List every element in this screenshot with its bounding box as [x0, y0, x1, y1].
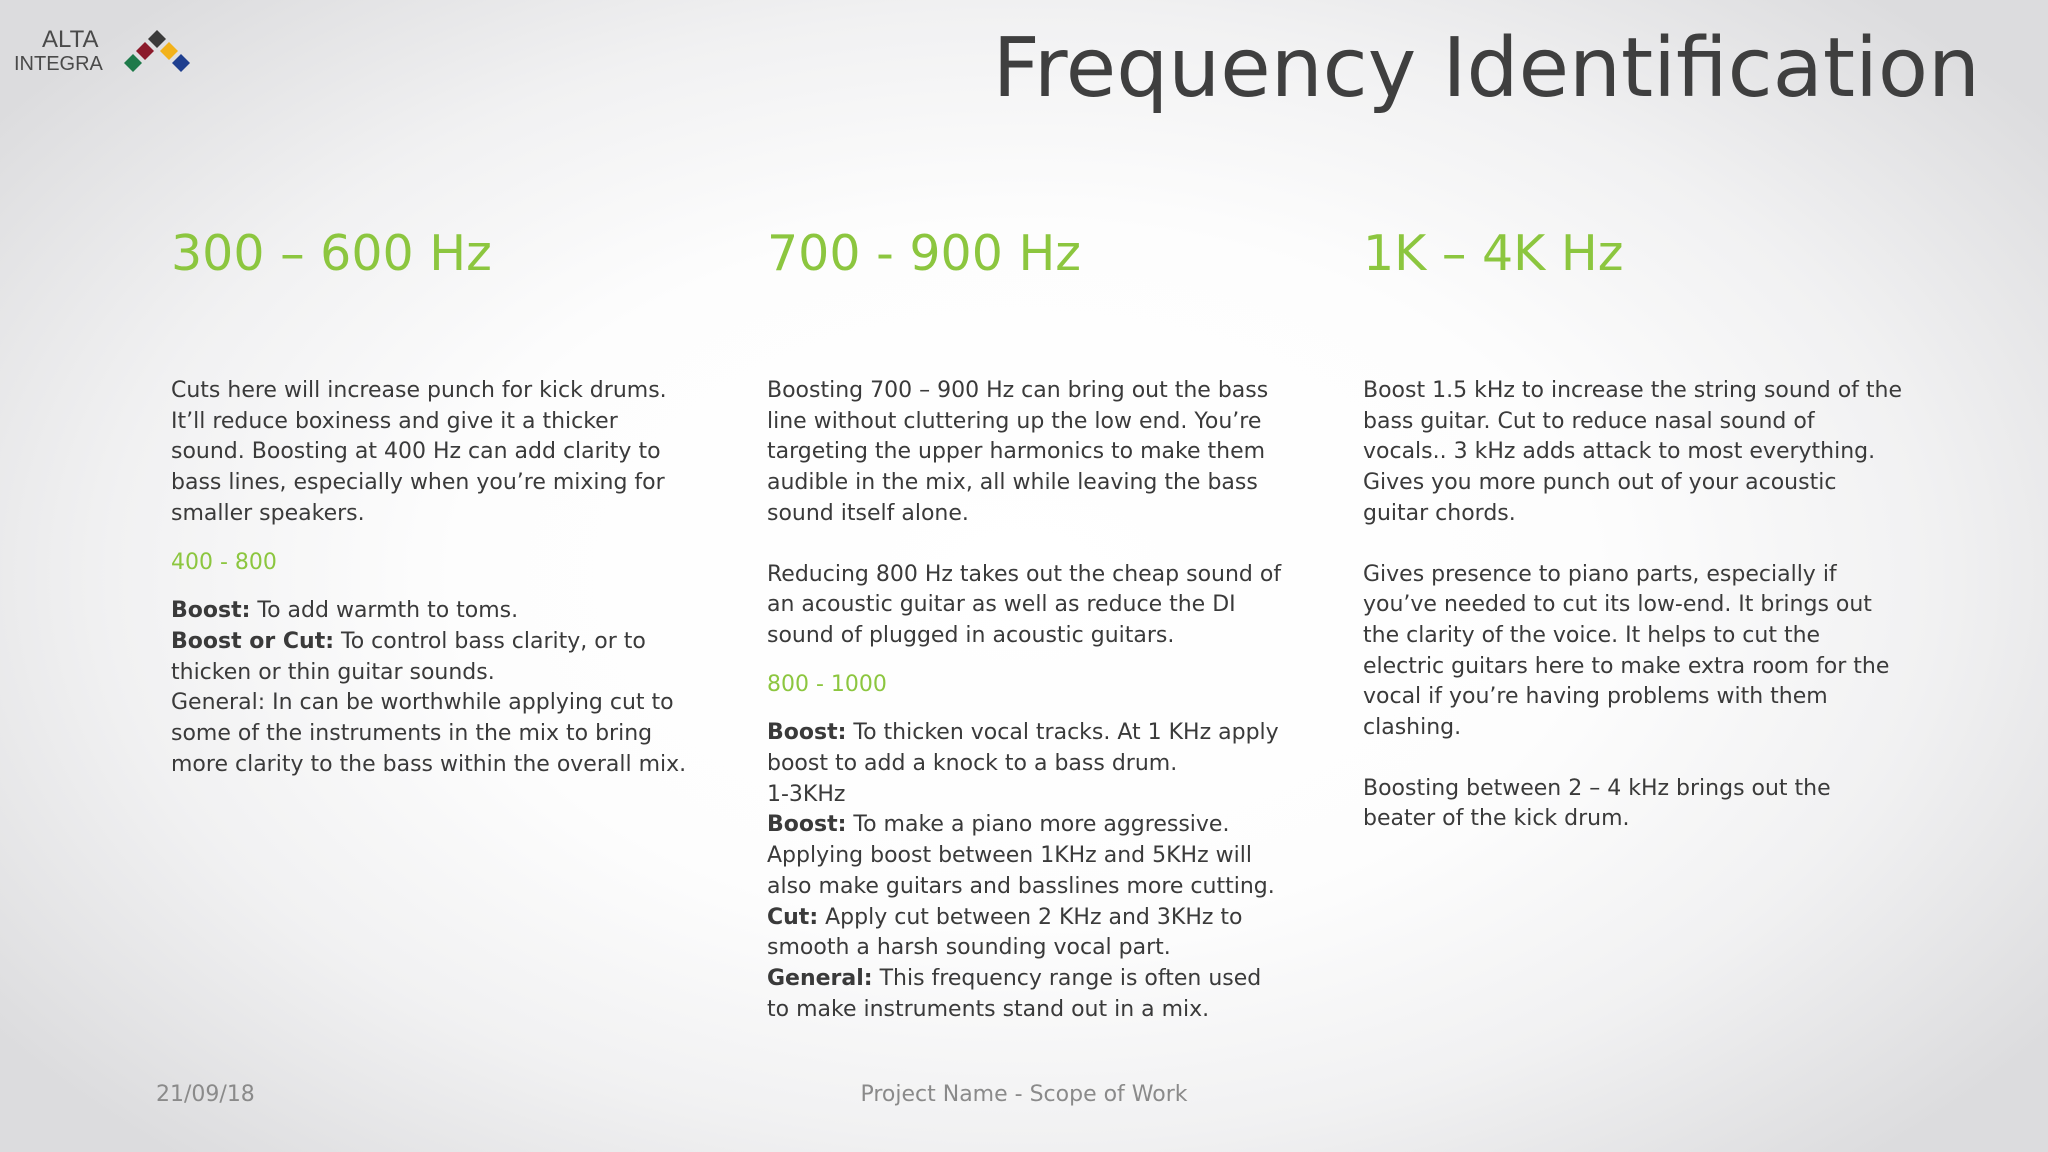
detail-label: Cut: [767, 904, 819, 930]
footer-date: 21/09/18 [156, 1082, 255, 1107]
column-heading: 1K – 4K Hz [1363, 225, 1624, 282]
detail-text: This frequency range is often used to make instruments stand out in a mix. [767, 965, 1262, 1022]
detail-line [171, 688, 691, 780]
column-1k-4khz [1363, 222, 1903, 835]
footer-project-name: Project Name - Scope of Work [860, 1082, 1188, 1107]
detail-text: Apply cut between 2 KHz and 3KHz to smooth a harsh sounding vocal part. [767, 904, 1243, 961]
column-body [171, 376, 691, 780]
detail-block [171, 596, 691, 780]
detail-line [171, 596, 691, 627]
logo-diamonds-icon [114, 28, 194, 84]
column-heading: 700 - 900 Hz [767, 225, 1082, 282]
detail-label: General: [767, 965, 873, 991]
logo-text-line1: ALTA [42, 26, 99, 53]
detail-text: To make a piano more aggressive. Applying boost between 1KHz and 5KHz will also make guitars and basslines more cutting. [767, 812, 1275, 899]
subheading: 800 - 1000 [767, 671, 887, 697]
detail-text: To control bass clarity, or to thicken or thin guitar sounds. [171, 628, 646, 685]
detail-line [767, 718, 1287, 779]
detail-text: To thicken vocal tracks. At 1 KHz apply boost to add a knock to a bass drum. [767, 720, 1279, 777]
page-title: Frequency Identification [992, 21, 1980, 116]
column-300-600hz [171, 222, 691, 780]
intro-paragraph: Cuts here will increase punch for kick drums. It’ll reduce boxiness and give it a thicker sound. Boosting at 400 Hz can add clarity to bass lines, especially when you’re mixing for smaller speakers. [171, 378, 667, 526]
detail-block [767, 718, 1287, 1025]
paragraph: Boost 1.5 kHz to increase the string sound of the bass guitar. Cut to reduce nasal sound of vocals.. 3 kHz adds attack to most everything. Gives you more punch out of your acoustic guitar chords. [1363, 378, 1903, 526]
column-body [1363, 376, 1903, 835]
paragraph: Boosting 700 – 900 Hz can bring out the bass line without cluttering up the low end. You’re targeting the upper harmonics to make them audible in the mix, all while leaving the bass sound itself alone. [767, 378, 1269, 526]
detail-line [171, 627, 691, 688]
detail-label: Boost or Cut: [171, 628, 335, 654]
subheading: 400 - 800 [171, 549, 277, 575]
column-700-900hz [767, 222, 1287, 1025]
detail-line [767, 810, 1287, 902]
detail-label: Boost: [767, 812, 847, 838]
detail-text: To add warmth to toms. [250, 598, 519, 624]
paragraph: Boosting between 2 – 4 kHz brings out the beater of the kick drum. [1363, 775, 1831, 832]
paragraph: Gives presence to piano parts, especially if you’ve needed to cut its low-end. It brings out the clarity of the voice. It helps to cut the electric guitars here to make extra room for the vocal if you’re having problems with them clashing. [1363, 561, 1890, 741]
logo-text-line2: INTEGRA [14, 53, 103, 75]
detail-label: Boost: [767, 720, 847, 746]
detail-label: Boost: [171, 598, 251, 624]
detail-line [767, 903, 1287, 964]
detail-line [767, 964, 1287, 1025]
paragraph: Reducing 800 Hz takes out the cheap sound of an acoustic guitar as well as reduce the DI sound of plugged in acoustic guitars. [767, 561, 1282, 648]
detail-text: 1-3KHz [767, 781, 846, 807]
detail-text: General: In can be worthwhile applying cut to some of the instruments in the mix to bring more clarity to the bass within the overall mix. [171, 690, 687, 777]
detail-line [767, 780, 1287, 811]
column-body [767, 376, 1287, 1025]
company-logo [14, 24, 184, 84]
column-heading: 300 – 600 Hz [171, 225, 492, 282]
